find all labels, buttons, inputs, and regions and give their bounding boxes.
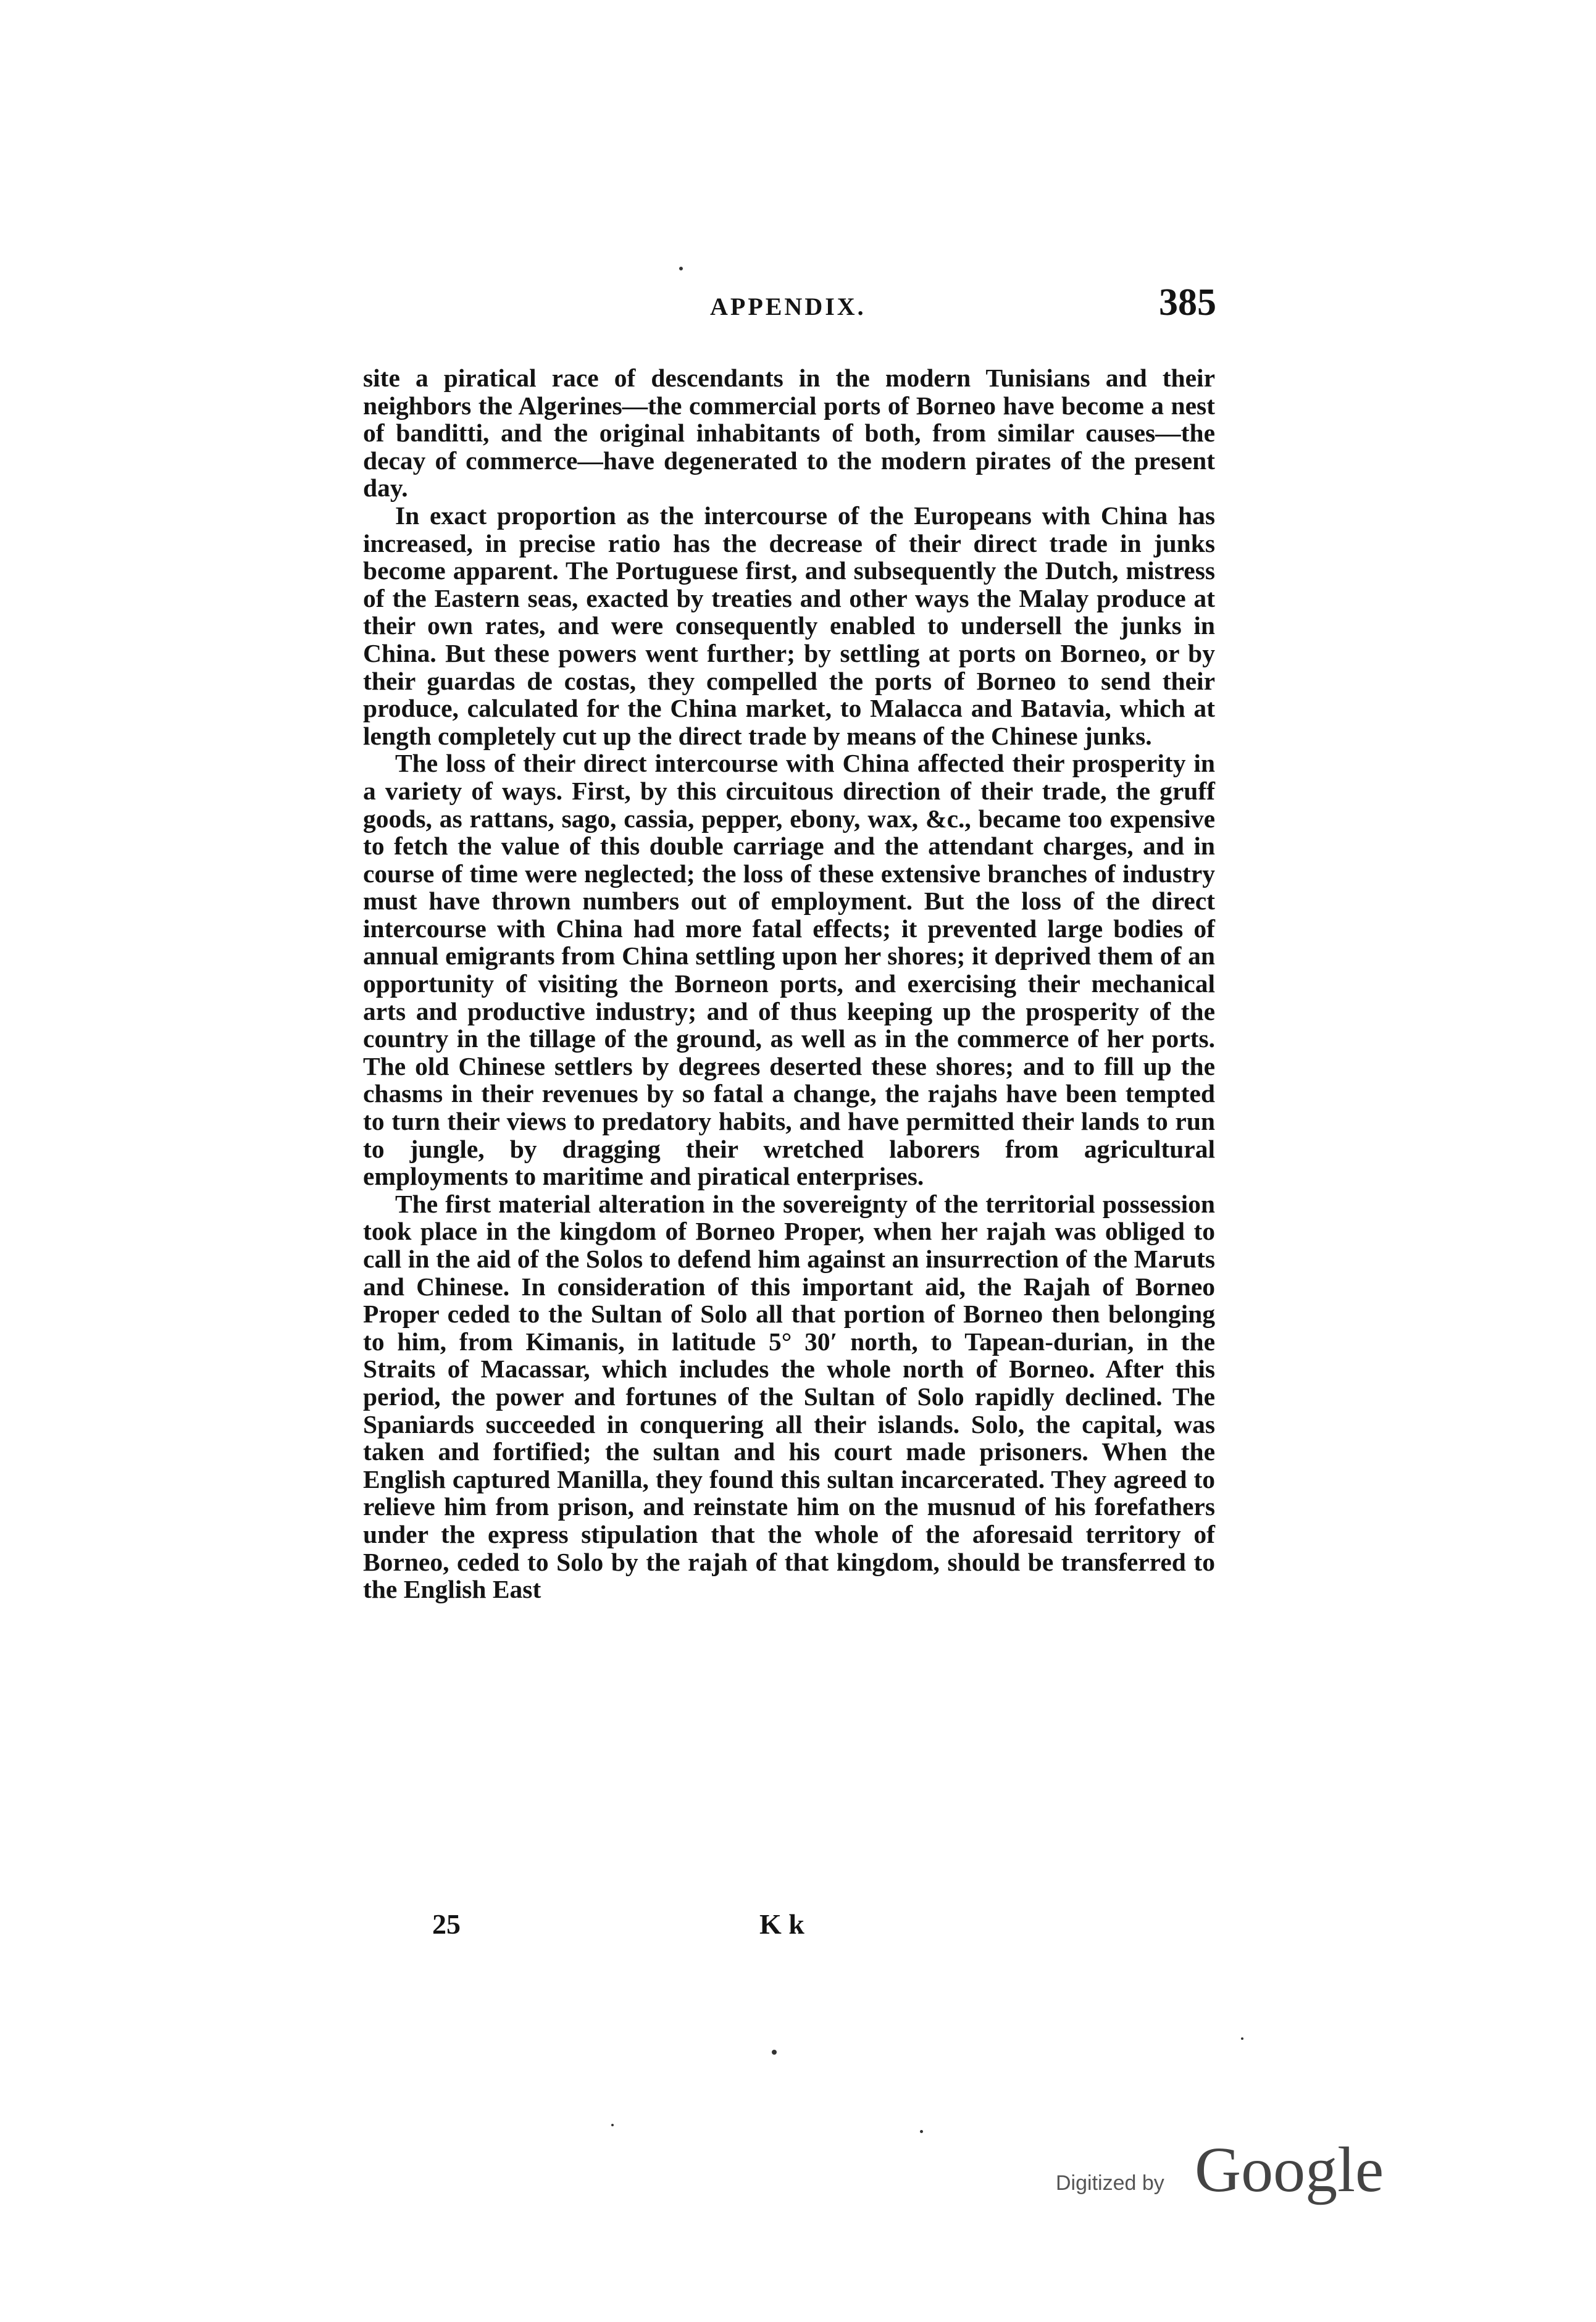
signature-number: 25	[432, 1908, 461, 1940]
scan-speck	[611, 2124, 614, 2126]
scan-speck	[772, 2050, 777, 2055]
paragraph: In exact proportion as the intercourse of the Europeans with China has increased, in precise ratio has the decrease of their direct trade in junks become apparent. The Portuguese first, and subsequently the Dutch, mistress of the Eastern seas, exacted by treaties and other ways the Malay produce at their own rates, and were consequently enabled to undersell the junks in China. But these powers went further; by settling at ports on Borneo, or by their guardas de costas, they compelled the ports of Borneo to send their produce, calculated for the China market, to Malacca and Batavia, which at length completely cut up the direct trade by means of the Chinese junks.	[363, 501, 1215, 750]
paragraph: The loss of their direct intercourse with China affected their prosperity in a variety of ways. First, by this circuitous direction of their trade, the gruff goods, as rattans, sago, cassia, pepper, ebony, wax, &c., became too expensive to fetch the value of this double carriage and the attendant charges, and in course of time were neglected; the loss of these extensive branches of industry must have thrown numbers out of employment. But the loss of the direct intercourse with China had more fatal effects; it prevented large bodies of annual emigrants from China settling upon her shores; it deprived them of an opportunity of visiting the Borneon ports, and exercising their mechanical arts and productive industry; and of thus keeping up the prosperity of the country in the tillage of the ground, as well as in the commerce of her ports. The old Chinese settlers by degrees deserted these shores; and to fill up the chasms in their revenues by so fatal a change, the rajahs have been tempted to turn their views to predatory habits, and have permitted their lands to run to jungle, by dragging their wretched laborers from agricultural employments to maritime and piratical enterprises.	[363, 749, 1215, 1191]
digitized-watermark	[1056, 2133, 1402, 2207]
scan-speck	[920, 2130, 923, 2133]
page-footer	[432, 1908, 864, 1951]
page-number: 385	[1159, 282, 1216, 324]
watermark-prefix: Digitized by	[1056, 2171, 1164, 2195]
running-title: APPENDIX.	[710, 293, 866, 320]
scan-speck	[1241, 2037, 1243, 2040]
running-head	[364, 281, 1216, 330]
signature-mark: K k	[759, 1908, 804, 1940]
watermark-logo: Google	[1195, 2134, 1384, 2205]
body-text	[363, 364, 1215, 1603]
paragraph: site a piratical race of descendants in the modern Tunisians and their neighbors the Algerines—the commercial ports of Borneo have become a nest of banditti, and the original inhabitants of both, from similar causes—the decay of commerce—have degenerated to the modern pirates of the present day.	[363, 364, 1215, 503]
paragraph: The first material alteration in the sovereignty of the territorial possession took place in the kingdom of Borneo Proper, when her rajah was obliged to call in the aid of the Solos to defend him against an insurrection of the Maruts and Chinese. In consideration of this important aid, the Rajah of Borneo Proper ceded to the Sultan of Solo all that portion of Borneo then belonging to him, from Kimanis, in latitude 5° 30′ north, to Tapean-durian, in the Straits of Macassar, which includes the whole north of Borneo. After this period, the power and fortunes of the Sultan of Solo rapidly declined. The Spaniards succeeded in conquering all their islands. Solo, the capital, was taken and fortified; the sultan and his court made prisoners. When the English captured Manilla, they found this sultan incarcerated. They agreed to relieve him from prison, and reinstate him on the musnud of his forefathers under the express stipulation that the whole of the aforesaid territory of Borneo, ceded to Solo by the rajah of that kingdom, should be transferred to the English East	[363, 1189, 1215, 1604]
scan-speck	[679, 267, 683, 270]
